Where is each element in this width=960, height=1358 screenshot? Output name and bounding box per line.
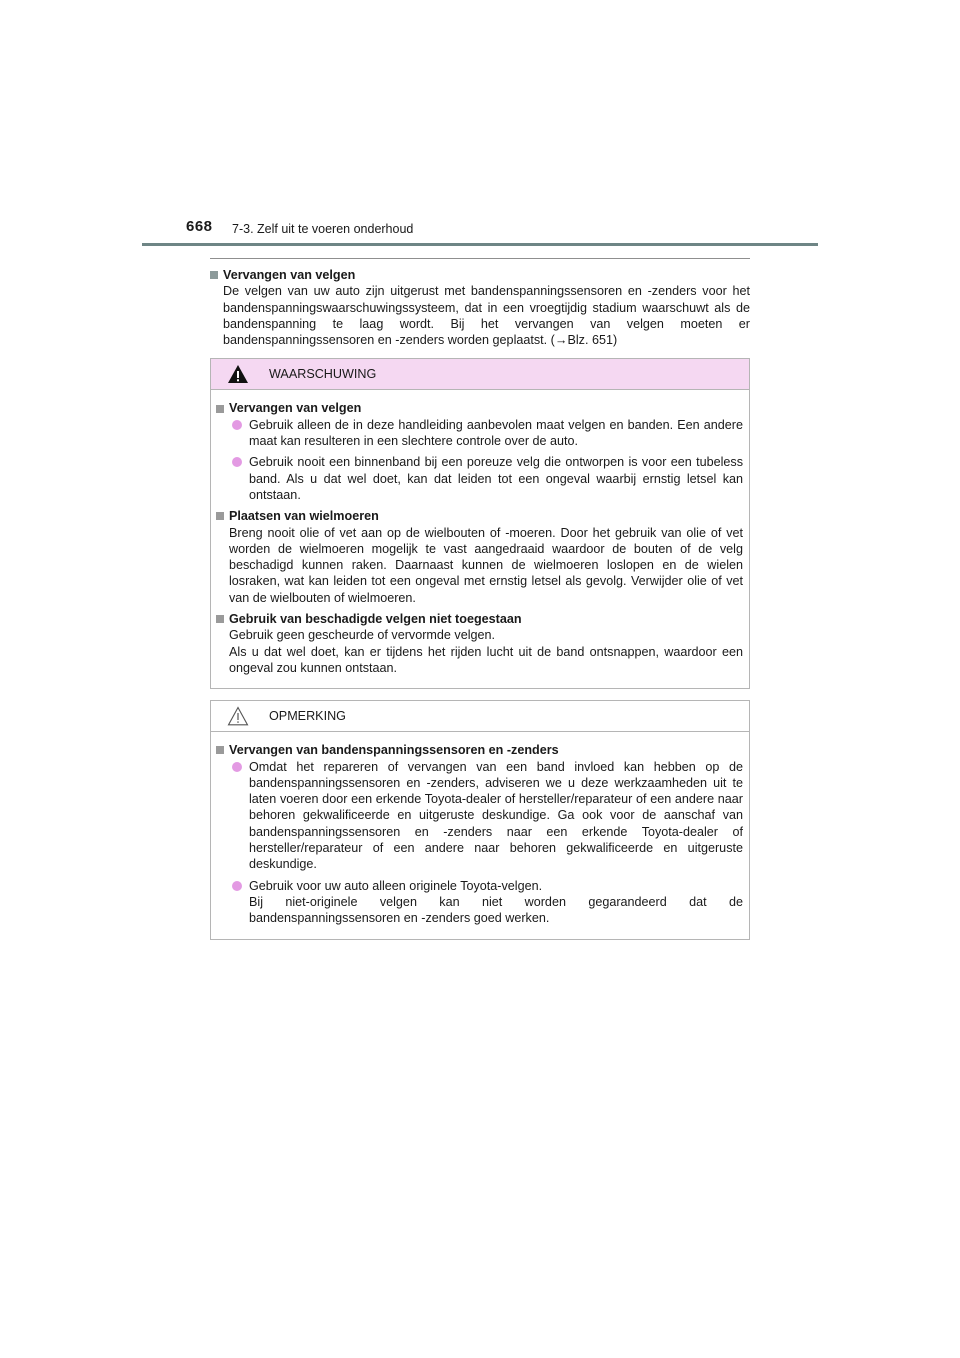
intro-heading-text: Vervangen van velgen bbox=[223, 268, 356, 282]
dot-bullet-icon bbox=[232, 762, 242, 772]
warning-section-heading: Vervangen van velgen bbox=[216, 400, 743, 416]
note-bullet: Gebruik voor uw auto alleen originele Toyota-velgen. bbox=[216, 878, 743, 894]
square-bullet-icon bbox=[216, 512, 224, 520]
note-header bbox=[211, 701, 749, 732]
warning-section-text: Breng nooit olie of vet aan op de wielbouten of -moeren. Door het gebruik van olie of vet worden de wielmoeren mogelijk te vast aangedraaid waardoor de bouten of de velg beschadigd kunnen raken. Daarnaast kunnen de wielmoeren loslopen en de wielen losraken, wat kan leiden tot een ongeval met ernstig letsel als gevolg. Verwijder olie of vet van de wielbouten of wielmoeren. bbox=[229, 525, 743, 605]
warning-body bbox=[211, 390, 749, 688]
square-bullet-icon bbox=[210, 271, 218, 279]
square-bullet-icon bbox=[216, 405, 224, 413]
square-bullet-icon bbox=[216, 615, 224, 623]
page-number: 668 bbox=[186, 218, 213, 235]
warning-section-heading: Plaatsen van wielmoeren bbox=[216, 508, 743, 524]
square-bullet-icon bbox=[216, 746, 224, 754]
note-title: OPMERKING bbox=[269, 709, 346, 724]
section-title: 7-3. Zelf uit te voeren onderhoud bbox=[232, 222, 414, 236]
note-heading: Vervangen van bandenspanningssensoren en -zenders bbox=[216, 742, 743, 758]
warning-header bbox=[211, 359, 749, 390]
note-body bbox=[211, 732, 749, 938]
warning-section-heading: Gebruik van beschadigde velgen niet toegestaan bbox=[216, 611, 743, 627]
caution-triangle-icon bbox=[227, 706, 249, 726]
warning-bullet: Gebruik alleen de in deze handleiding aanbevolen maat velgen en banden. Een andere maat kan resulteren in een slechtere controle over de auto. bbox=[216, 417, 743, 450]
header-rule bbox=[142, 243, 818, 246]
warning-triangle-icon bbox=[227, 364, 249, 384]
warning-box bbox=[210, 358, 750, 689]
warning-title: WAARSCHUWING bbox=[269, 367, 377, 382]
note-bullet-continuation: Bij niet-originele velgen kan niet worden gegarandeerd dat de bandenspanningssensoren en -zenders goed werken. bbox=[249, 894, 743, 926]
warning-section-text: Gebruik geen gescheurde of vervormde velgen. bbox=[229, 628, 496, 643]
page-content bbox=[210, 258, 750, 940]
intro-heading bbox=[210, 267, 750, 283]
note-box bbox=[210, 700, 750, 939]
note-bullet: Omdat het repareren of vervangen van een band invloed kan hebben op de bandenspanningssensoren en -zenders, adviseren we u deze werkzaamheden uit te laten voeren door een erkende Toyota-dealer of hersteller/reparateur of een andere naar behoren gekwalificeerde en uitgeruste deskundige. Ga ook voor de aanschaf van bandenspanningssensoren en -zenders naar een erkende Toyota-dealer of hersteller/reparateur of een andere naar behoren gekwalificeerde en uitgeruste deskundige. bbox=[216, 759, 743, 873]
warning-bullet: Gebruik nooit een binnenband bij een poreuze velg die ontworpen is voor een tubeless band. Als u dat wel doet, kan dat leiden tot een ongeval waarbij ernstig letsel kan ontstaan. bbox=[216, 454, 743, 503]
intro-text: De velgen van uw auto zijn uitgerust met bandenspanningssensoren en -zenders voor het bandenspanningswaarschuwingssysteem, dat in een vroegtijdig stadium waarschuwt als de bandenspanning te laag wordt. Bij het vervangen van velgen moeten er bandenspanningssensoren en -zenders worden geplaatst. (→Blz. 651) bbox=[223, 284, 750, 348]
dot-bullet-icon bbox=[232, 420, 242, 430]
content-top-rule bbox=[210, 258, 750, 259]
dot-bullet-icon bbox=[232, 457, 242, 467]
warning-section-text: Als u dat wel doet, kan er tijdens het rijden lucht uit de band ontsnappen, waardoor een ongeval zou kunnen ontstaan. bbox=[229, 644, 743, 675]
dot-bullet-icon bbox=[232, 881, 242, 891]
